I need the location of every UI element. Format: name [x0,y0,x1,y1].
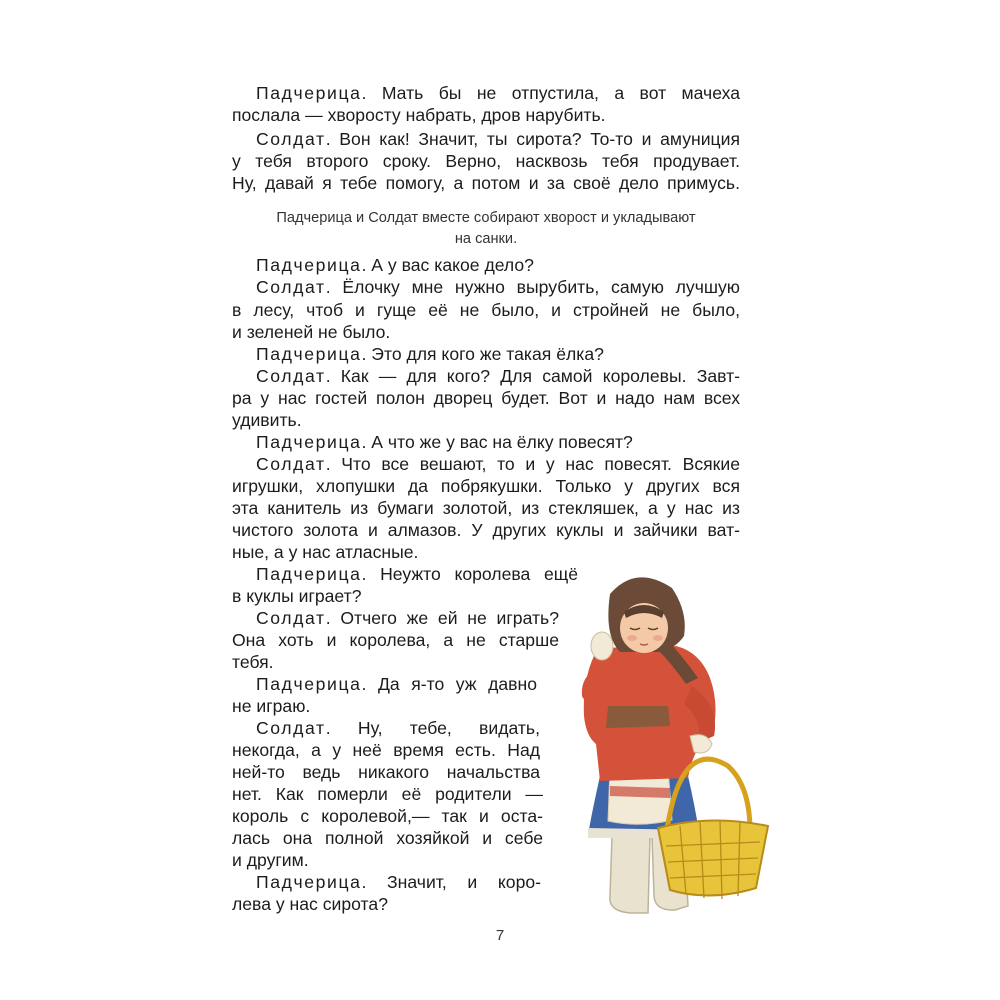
text-line: нет. Как померли её родители — [232,784,543,804]
speaker-name: Солдат [256,129,326,149]
text-line: удивить. [232,410,302,430]
speaker-name: Солдат [256,718,326,738]
text-line: в лесу, чтоб и гуще её не было, и стройней не было, [232,300,740,320]
speaker-name: Падчерица [256,674,362,694]
page-number: 7 [495,927,505,944]
text-line: Солдат. Вон как! Значит, ты сирота? То-то и амуниция [256,129,740,149]
text-line: лась она полной хозяйкой и себе [232,828,543,848]
speaker-name: Падчерица [256,344,362,364]
text-line: некогда, а у неё время есть. Над [232,740,540,760]
text-line: Солдат. Что все вешают, то и у нас повесят. Всякие [256,454,740,474]
speaker-name: Падчерица [256,432,362,452]
text-line: король с королевой,— так и оста- [232,806,543,826]
text-line: Падчерица. Значит, и коро- [256,872,541,892]
text-line: Падчерица. Мать бы не отпустила, а вот мачеха [256,83,740,103]
text-line: чистого золота и алмазов. У других куклы и зайчики ват- [232,520,740,540]
text-line: и зеленей не было. [232,322,391,342]
text-line: послала — хворосту набрать, дров нарубить. [232,105,606,125]
speaker-name: Солдат [256,608,326,628]
text-line: Падчерица. А что же у вас на ёлку повесят? [256,432,633,452]
text-line: Ну, давай я тебе помогу, а потом и за своё дело примусь. [232,173,740,193]
text-line: Падчерица. Да я-то уж давно [256,674,537,694]
text-line: Она хоть и королева, а не старше [232,630,559,650]
speaker-name: Падчерица [256,564,362,584]
text-line: игрушки, хлопушки да побрякушки. Только у других вся [232,476,740,496]
speaker-name: Падчерица [256,872,362,892]
text-line: в куклы играет? [232,586,362,606]
text-line: ра у нас гостей полон дворец будет. Вот и надо нам всех [232,388,740,408]
stage-direction-line: на санки. [454,231,518,247]
text-line: лева у нас сирота? [232,894,388,914]
speaker-name: Солдат [256,277,326,297]
text-line: ней-то ведь никакого начальства [232,762,540,782]
text-line: Солдат. Как — для кого? Для самой королевы. Завт- [256,366,740,386]
text-line: Солдат. Ну, тебе, видать, [256,718,540,738]
stage-direction-line: Падчерица и Солдат вместе собирают хворост и укладывают [276,210,696,226]
text-line: и другим. [232,850,309,870]
text-line: эта канитель из бумаги золотой, из стекляшек, а у нас из [232,498,740,518]
text-line: Солдат. Отчего же ей не играть? [256,608,559,628]
text-line: ные, а у нас атласные. [232,542,419,562]
girl-with-basket-icon [560,566,780,926]
text-line: у тебя второго сроку. Верно, насквозь тебя продувает. [232,151,740,171]
speaker-name: Падчерица [256,255,362,275]
text-line: Падчерица. Это для кого же такая ёлка? [256,344,604,364]
text-line: Падчерица. А у вас какое дело? [256,255,534,275]
text-line: Солдат. Ёлочку мне нужно вырубить, самую лучшую [256,277,740,297]
speaker-name: Падчерица [256,83,362,103]
text-line: тебя. [232,652,274,672]
text-line: не играю. [232,696,311,716]
text-line: Падчерица. Неужто королева ещё [256,564,578,584]
speaker-name: Солдат [256,454,326,474]
speaker-name: Солдат [256,366,326,386]
